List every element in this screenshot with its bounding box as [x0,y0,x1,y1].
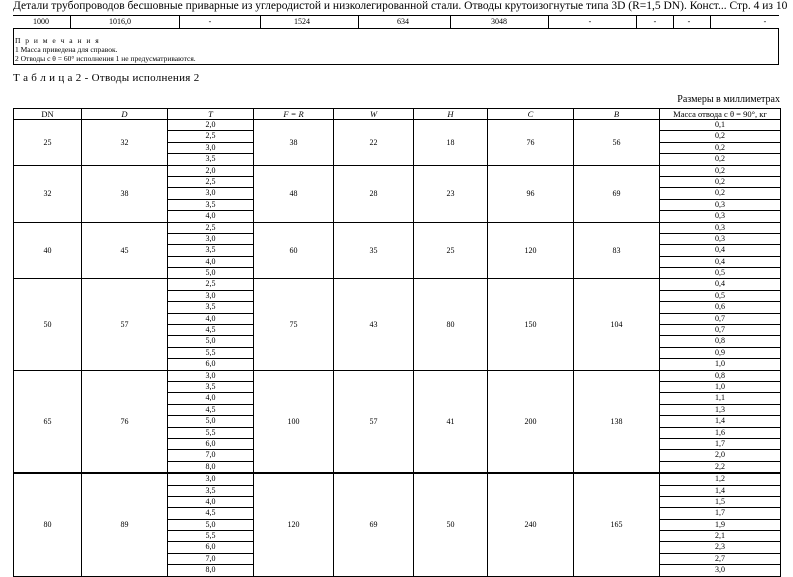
mass-value: 1,7 [660,439,780,450]
c-cell: 120 [488,222,574,279]
table-row [14,222,781,279]
table-row [14,370,781,473]
wall-thickness-value: 4,5 [168,325,253,336]
mass-value: 0,7 [660,325,780,336]
mass-value: 0,3 [715,211,725,221]
wall-thickness [168,120,254,166]
wall-thickness-value: 2,5 [168,279,253,290]
c-cell: 76 [488,120,574,166]
previous-table-last-row [13,15,779,29]
radius-cell: 120 [254,473,334,576]
outer-diameter-cell: 32 [82,120,168,166]
column-header: D [82,109,168,120]
top-row-cell: 3048 [491,17,507,26]
radius-cell: 38 [254,120,334,166]
notes-title: П р и м е ч а н и я [15,36,101,45]
radius-cell: 48 [254,165,334,222]
mass-value: 0,8 [660,336,780,347]
mass-value: 2,2 [715,461,725,471]
elbows-table [13,108,781,577]
top-row-cell: - [653,17,657,26]
mass-value: 0,8 [660,371,780,382]
dn-cell: 40 [14,222,82,279]
mass-value: 0,5 [715,268,725,278]
mass-value: 0,1 [660,120,780,131]
mass-value: 0,2 [660,143,780,154]
wall-thickness-value: 7,0 [168,450,253,461]
column-header: Масса отвода с θ = 90°, кг [660,109,781,120]
wall-thickness-value: 3,5 [168,245,253,256]
top-row-cell: - [687,17,691,26]
table-row [14,279,781,370]
wall-thickness-value: 2,5 [168,177,253,188]
mass-value: 1,6 [660,428,780,439]
w-cell: 57 [334,370,414,473]
outer-diameter-cell: 57 [82,279,168,370]
dn-cell: 80 [14,473,82,576]
radius-cell: 75 [254,279,334,370]
c-cell: 150 [488,279,574,370]
b-cell: 69 [574,165,660,222]
mass-value: 0,2 [715,154,725,164]
wall-thickness-value: 5,0 [168,336,253,347]
wall-thickness-value: 5,5 [168,348,253,359]
page-header: Детали трубопроводов бесшовные приварные из углеродистой и низколегированной стали. Отводы крутоизогнутые типа 3D (R=1,5 DN). Конст... Стр. 4 из 10 [13,0,788,12]
wall-thickness-value: 6,0 [168,542,253,553]
mass-value: 0,3 [660,200,780,211]
wall-thickness-value: 4,0 [205,211,216,221]
wall-thickness [168,222,254,279]
mass-value: 1,3 [660,405,780,416]
top-row-cell: 1000 [33,17,49,26]
column-header: F = R [254,109,334,120]
mass-value: 1,0 [715,359,725,369]
wall-thickness-value: 3,0 [168,143,253,154]
column-header: DN [14,109,82,120]
wall-thickness-value: 3,0 [168,234,253,245]
wall-thickness-value: 2,0 [168,120,253,131]
h-cell: 18 [414,120,488,166]
mass [660,120,781,166]
wall-thickness-value: 4,0 [168,393,253,404]
wall-thickness-value: 4,0 [168,497,253,508]
note-2: 2 Отводы с θ = 60° исполнения 1 не предусматриваются. [15,54,196,63]
wall-thickness-value: 4,0 [168,257,253,268]
table-row [14,165,781,222]
w-cell: 69 [334,473,414,576]
mass-value: 0,3 [660,234,780,245]
h-cell: 25 [414,222,488,279]
dn-cell: 50 [14,279,82,370]
column-header: W [334,109,414,120]
mass-value: 0,2 [660,188,780,199]
h-cell: 50 [414,473,488,576]
c-cell: 200 [488,370,574,473]
note-1: 1 Масса приведена для справок. [15,45,118,54]
wall-thickness-value: 8,0 [205,565,216,575]
column-header: B [574,109,660,120]
mass [660,279,781,370]
wall-thickness-value: 5,5 [168,531,253,542]
h-cell: 41 [414,370,488,473]
mass-value: 1,2 [660,474,780,485]
wall-thickness-value: 3,0 [168,371,253,382]
mass-value: 2,0 [660,450,780,461]
table-title: Т а б л и ц а 2 - Отводы исполнения 2 [13,72,200,84]
radius-cell: 60 [254,222,334,279]
c-cell: 240 [488,473,574,576]
b-cell: 138 [574,370,660,473]
wall-thickness-value: 3,0 [168,188,253,199]
top-row-cell: - [588,17,592,26]
mass-value: 0,4 [660,279,780,290]
top-row-cell: 1016,0 [109,17,131,26]
w-cell: 35 [334,222,414,279]
top-row-cell: - [208,17,212,26]
table-row [14,120,781,166]
mass-value: 0,2 [660,177,780,188]
mass-value: 0,7 [660,314,780,325]
h-cell: 80 [414,279,488,370]
mass [660,165,781,222]
wall-thickness [168,279,254,370]
wall-thickness-value: 2,5 [168,223,253,234]
notes-block [13,28,779,65]
mass-value: 1,5 [660,497,780,508]
b-cell: 56 [574,120,660,166]
dn-cell: 25 [14,120,82,166]
wall-thickness-value: 3,0 [168,474,253,485]
wall-thickness-value: 3,5 [168,200,253,211]
mass-value: 1,0 [660,382,780,393]
wall-thickness-value: 2,5 [168,131,253,142]
b-cell: 83 [574,222,660,279]
mass [660,222,781,279]
w-cell: 28 [334,165,414,222]
top-row-cell: 634 [397,17,409,26]
wall-thickness [168,165,254,222]
mass-value: 2,7 [660,554,780,565]
mass-value: 2,3 [660,542,780,553]
wall-thickness-value: 3,5 [168,486,253,497]
mass-value: 0,4 [660,245,780,256]
wall-thickness-value: 5,5 [168,428,253,439]
wall-thickness-value: 5,0 [205,268,216,278]
wall-thickness-value: 3,5 [168,382,253,393]
dn-cell: 65 [14,370,82,473]
mass-value: 0,4 [660,257,780,268]
mass [660,370,781,473]
mass-value: 0,2 [660,166,780,177]
column-header: T [168,109,254,120]
wall-thickness-value: 3,5 [168,302,253,313]
units-caption: Размеры в миллиметрах [677,94,780,105]
mass-value: 0,5 [660,291,780,302]
outer-diameter-cell: 89 [82,473,168,576]
mass-value: 0,6 [660,302,780,313]
column-header: H [414,109,488,120]
c-cell: 96 [488,165,574,222]
top-row-cell: 1524 [294,17,310,26]
wall-thickness-value: 6,0 [205,359,216,369]
mass-value: 0,2 [660,131,780,142]
mass-value: 1,7 [660,508,780,519]
wall-thickness-value: 4,5 [168,508,253,519]
h-cell: 23 [414,165,488,222]
table-header-row [14,109,781,120]
dn-cell: 32 [14,165,82,222]
wall-thickness-value: 4,5 [168,405,253,416]
wall-thickness-value: 2,0 [168,166,253,177]
mass-value: 1,9 [660,520,780,531]
w-cell: 43 [334,279,414,370]
wall-thickness-value: 3,0 [168,291,253,302]
wall-thickness-value: 5,0 [168,520,253,531]
mass-value: 1,4 [660,416,780,427]
b-cell: 104 [574,279,660,370]
wall-thickness-value: 5,0 [168,416,253,427]
radius-cell: 100 [254,370,334,473]
mass-value: 2,1 [660,531,780,542]
wall-thickness-value: 7,0 [168,554,253,565]
wall-thickness-value: 4,0 [168,314,253,325]
mass-value: 0,9 [660,348,780,359]
outer-diameter-cell: 38 [82,165,168,222]
wall-thickness-value: 8,0 [205,461,216,471]
w-cell: 22 [334,120,414,166]
wall-thickness-value: 3,5 [205,154,216,164]
wall-thickness-value: 6,0 [168,439,253,450]
column-header: C [488,109,574,120]
mass-value: 1,1 [660,393,780,404]
outer-diameter-cell: 76 [82,370,168,473]
mass-value: 1,4 [660,486,780,497]
mass-value: 3,0 [715,565,725,575]
outer-diameter-cell: 45 [82,222,168,279]
mass-value: 0,3 [660,223,780,234]
top-row-cell: - [763,17,767,26]
b-cell: 165 [574,473,660,576]
wall-thickness [168,370,254,473]
